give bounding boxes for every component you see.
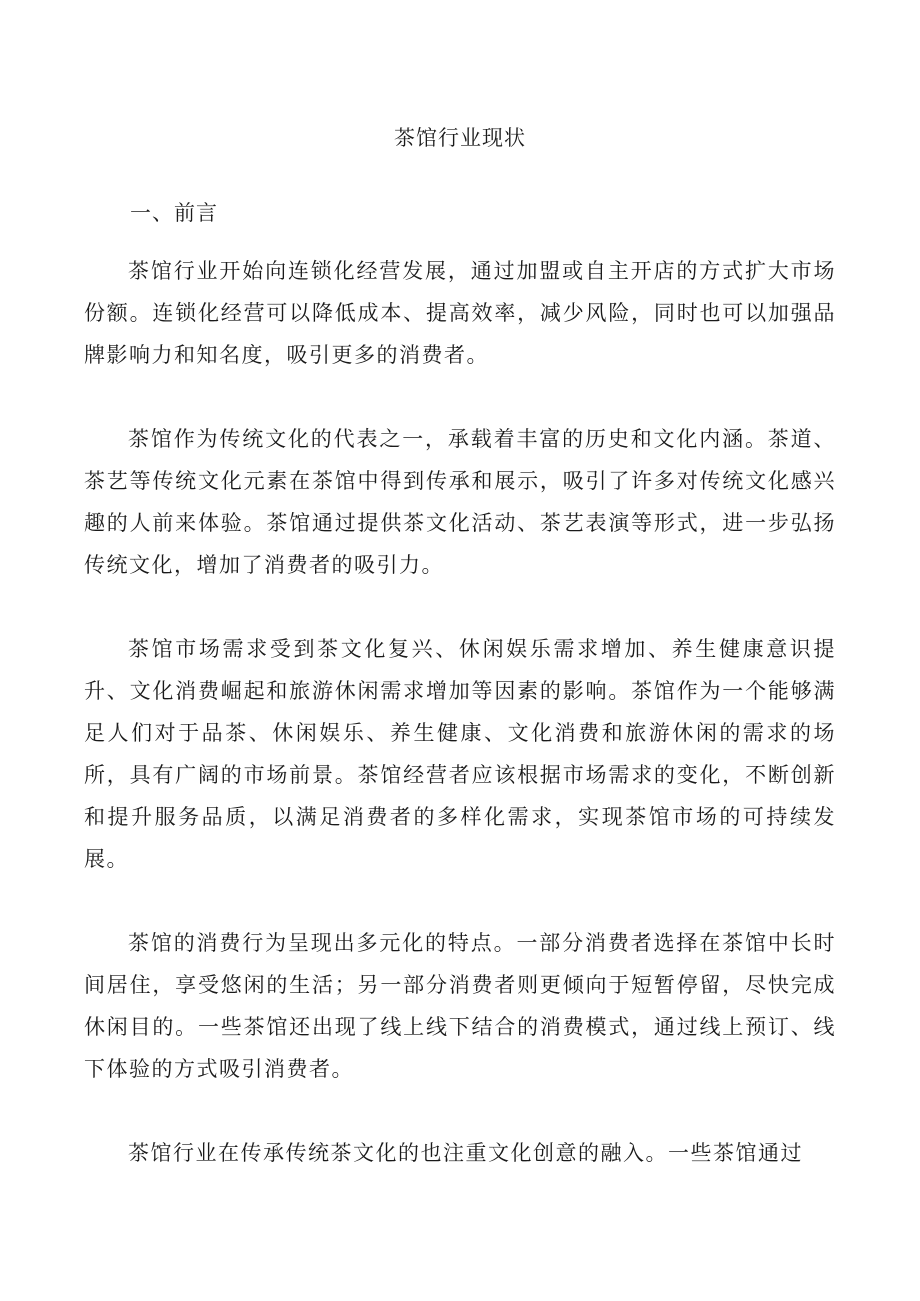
paragraph: 茶馆市场需求受到茶文化复兴、休闲娱乐需求增加、养生健康意识提升、文化消费崛起和旅游休闲需求增加等因素的影响。茶馆作为一个能够满足人们对于品茶、休闲娱乐、养生健康、文化消费和旅游休闲的需求的场所，具有广阔的市场前景。茶馆经营者应该根据市场需求的变化，不断创新和提升服务品质，以满足消费者的多样化需求，实现茶馆市场的可持续发展。 xyxy=(84,637,836,871)
paragraph: 茶馆行业在传承传统茶文化的也注重文化创意的融入。一些茶馆通过 xyxy=(128,1141,803,1165)
paragraph: 茶馆的消费行为呈现出多元化的特点。一部分消费者选择在茶馆中长时间居住，享受悠闲的生活；另一部分消费者则更倾向于短暂停留，尽快完成休闲目的。一些茶馆还出现了线上线下结合的消费模式，通过线上预订、线下体验的方式吸引消费者。 xyxy=(84,931,836,1081)
paragraph: 茶馆作为传统文化的代表之一，承载着丰富的历史和文化内涵。茶道、茶艺等传统文化元素在茶馆中得到传承和展示，吸引了许多对传统文化感兴趣的人前来体验。茶馆通过提供茶文化活动、茶艺表演等形式，进一步弘扬传统文化，增加了消费者的吸引力。 xyxy=(84,427,836,577)
paragraph: 茶馆行业开始向连锁化经营发展，通过加盟或自主开店的方式扩大市场份额。连锁化经营可以降低成本、提高效率，减少风险，同时也可以加强品牌影响力和知名度，吸引更多的消费者。 xyxy=(84,259,836,367)
section-heading: 一、前言 xyxy=(130,201,218,225)
document-title: 茶馆行业现状 xyxy=(394,126,526,150)
